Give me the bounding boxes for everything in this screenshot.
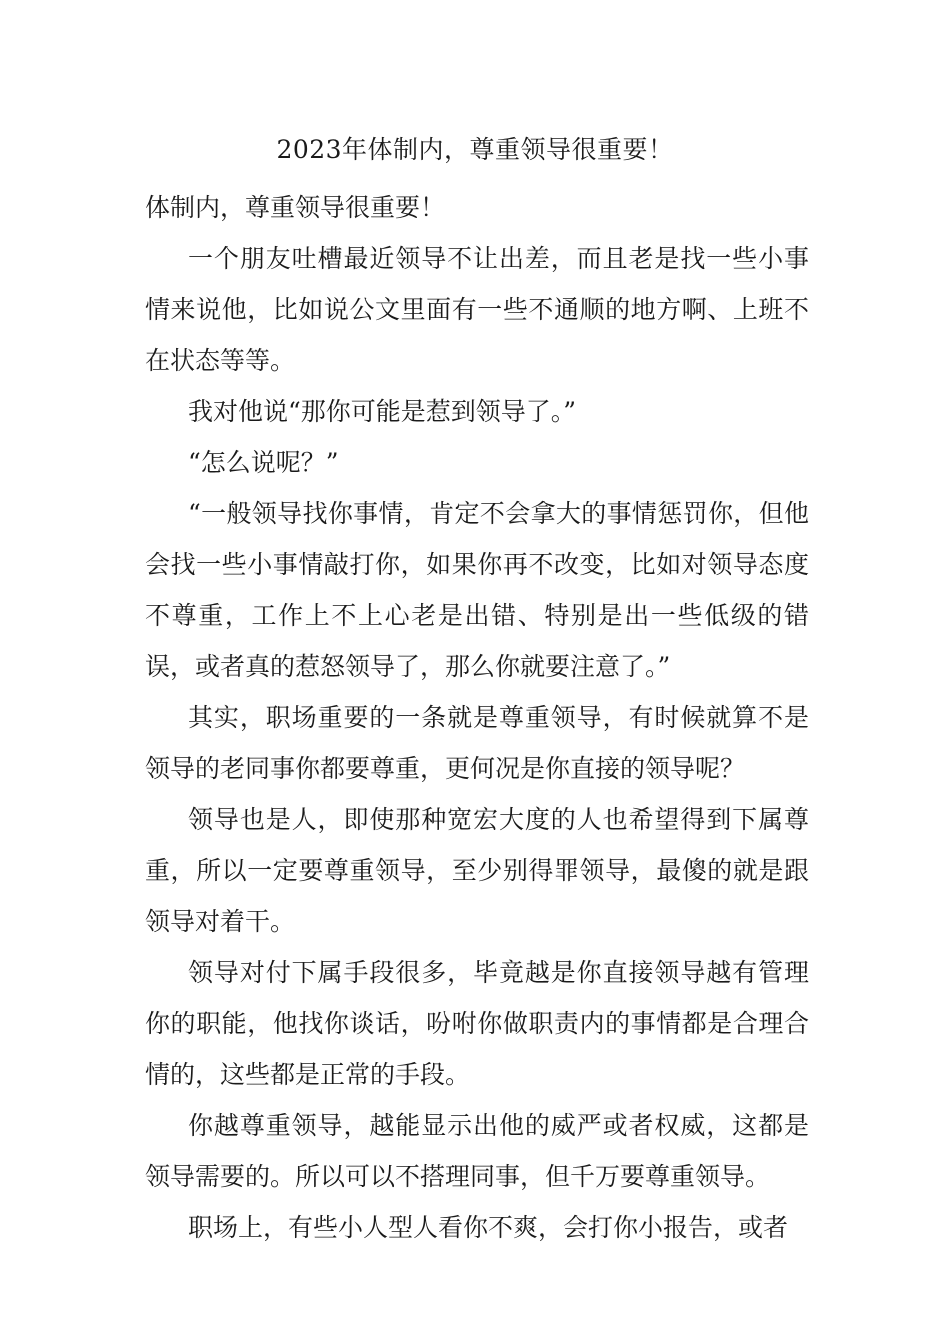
body-paragraph: “一般领导找你事情，肯定不会拿大的事情惩罚你，但他会找一些小事情敲打你，如果你再不改变，比如对领导态度不尊重，工作上不上心老是出错、特别是出一些低级的错误，或者真的惹怒领导了，那么你就要注意了。” (145, 499, 809, 681)
document-body (145, 182, 809, 1253)
body-paragraph: “怎么说呢？” (188, 448, 339, 477)
body-paragraph: 领导也是人，即使那种宽宏大度的人也希望得到下属尊重，所以一定要尊重领导，至少别得罪领导，最傻的就是跟领导对着干。 (145, 805, 809, 936)
document-title: 2023年体制内，尊重领导很重要！ (276, 135, 674, 164)
body-paragraph: 其实，职场重要的一条就是尊重领导，有时候就算不是领导的老同事你都要尊重，更何况是你直接的领导呢？ (145, 703, 809, 783)
subtitle-paragraph: 体制内，尊重领导很重要！ (145, 193, 446, 222)
body-paragraph: 我对他说“那你可能是惹到领导了。” (188, 397, 577, 426)
body-paragraph: 职场上，有些小人型人看你不爽，会打你小报告，或者 (188, 1213, 789, 1242)
body-paragraph: 一个朋友吐槽最近领导不让出差，而且老是找一些小事情来说他，比如说公文里面有一些不通顺的地方啊、上班不在状态等等。 (145, 244, 809, 375)
body-paragraph: 领导对付下属手段很多，毕竟越是你直接领导越有管理你的职能，他找你谈话，吩咐你做职责内的事情都是合理合情的，这些都是正常的手段。 (145, 958, 809, 1089)
body-paragraph: 你越尊重领导，越能显示出他的威严或者权威，这都是领导需要的。所以可以不搭理同事，但千万要尊重领导。 (145, 1111, 809, 1191)
